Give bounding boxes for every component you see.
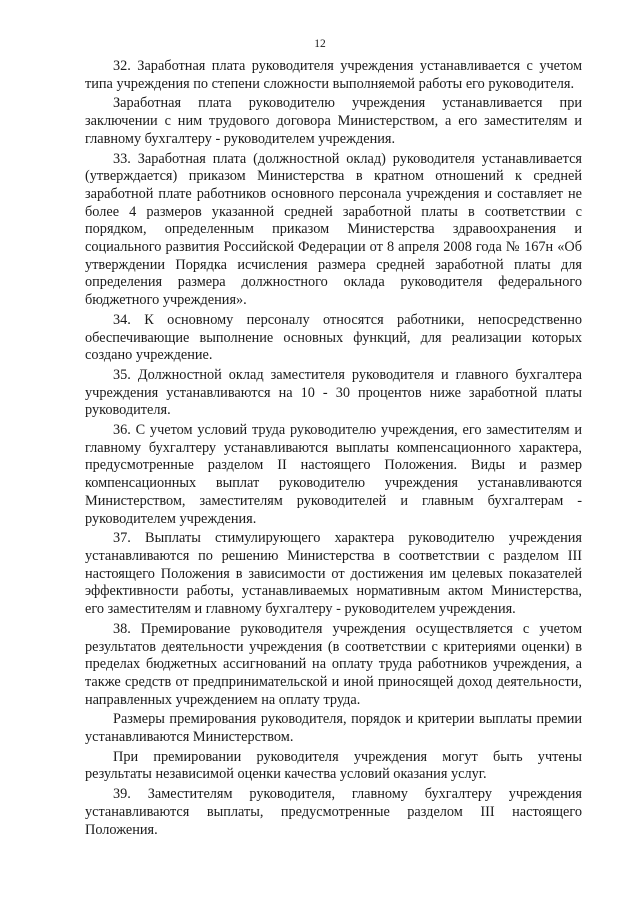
paragraph-38: 38. Премирование руководителя учреждения осуществляется с учетом результатов деятельности учреждения (в соответствии с критериями оценки) в пределах бюджетных ассигнований на оплату труда работников учреждения, а также средств от предпринимательской и иной приносящей доход деятельности, направленных учреждением на оплату труда. (85, 620, 582, 708)
document-body (85, 58, 582, 841)
paragraph-39: 39. Заместителям руководителя, главному бухгалтеру учреждения устанавливаются выплаты, предусмотренные разделом III настоящего Положения. (85, 786, 582, 838)
paragraph-32-continued: Заработная плата руководителю учреждения устанавливается при заключении с ним трудового договора Министерством, а его заместителям и главному бухгалтеру - руководителем учреждения. (85, 95, 582, 147)
paragraph-35: 35. Должностной оклад заместителя руководителя и главного бухгалтера учреждения устанавливаются на 10 - 30 процентов ниже заработной платы руководителя. (85, 366, 582, 419)
paragraph-33: 33. Заработная плата (должностной оклад) руководителя устанавливается (утверждается) приказом Министерства в кратном отношений к средней заработной плате работников основного персонала учреждения и составляет не более 4 размеров указанной средней заработной платы в соответствии с порядком, определенным приказом Министерства здравоохранения и социального развития Российской Федерации от 8 апреля 2008 года № 167н «Об утверждении Порядка исчисления размера средней заработной платы для определения размера должностного оклада руководителя федерального бюджетного учреждения». (85, 150, 582, 309)
paragraph-38-independent-assessment: При премировании руководителя учреждения могут быть учтены результаты независимой оценки качества условий оказания услуг. (85, 748, 582, 783)
paragraph-34: 34. К основному персоналу относятся работники, непосредственно обеспечивающие выполнение основных функций, для реализации которых создано учреждение. (85, 311, 582, 364)
page-number: 12 (314, 38, 326, 50)
paragraph-38-bonus-size: Размеры премирования руководителя, порядок и критерии выплаты премии устанавливаются Министерством. (85, 711, 582, 746)
paragraph-36: 36. С учетом условий труда руководителю учреждения, его заместителям и главному бухгалтеру устанавливаются выплаты компенсационного характера, предусмотренные разделом II настоящего Положения. Виды и размер компенсационных выплат руководителю учреждения устанавливаются Министерством, заместителям руководителей и главным бухгалтерам - руководителем учреждения. (85, 422, 582, 527)
paragraph-37: 37. Выплаты стимулирующего характера руководителю учреждения устанавливаются по решению Министерства в соответствии с разделом III настоящего Положения в зависимости от достижения им целевых показателей эффективности работы, устанавливаемых нормативным актом Министерства, его заместителям и главному бухгалтеру - руководителем учреждения. (85, 530, 582, 618)
paragraph-32: 32. Заработная плата руководителя учреждения устанавливается с учетом типа учреждения по степени сложности выполняемой работы его руководителя. (85, 58, 582, 92)
